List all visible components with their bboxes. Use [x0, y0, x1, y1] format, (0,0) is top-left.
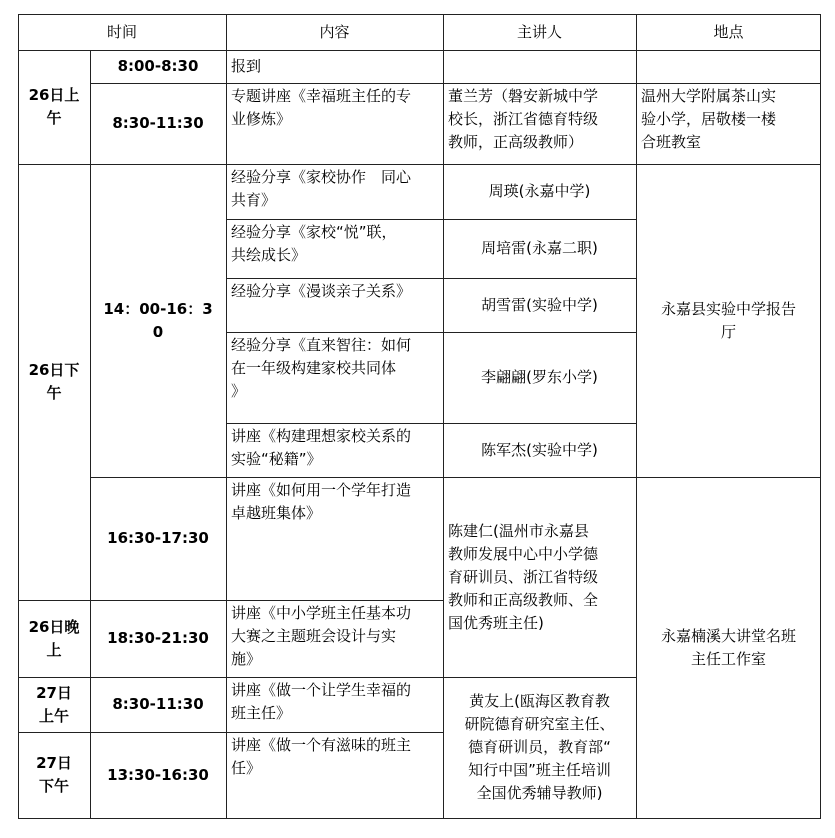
header-speaker: 主讲人: [516, 22, 562, 41]
time-cell: 8:00-8:30: [117, 57, 199, 75]
content-cell: 讲座《构建理想家校关系的 实验“秘籍”》: [231, 427, 412, 468]
speaker-cell: 黄友上(瓯海区教育教 研院德育研究室主任、 德育研训员，教育部“ 知行中国”班主任培训 全国优秀辅导教师): [464, 692, 615, 802]
content-cell: 经验分享《直来智往：如何 在一年级构建家校共同体 》: [231, 336, 412, 400]
location-cell: 永嘉楠溪大讲堂名班 主任工作室: [660, 626, 796, 668]
content-cell: 报到: [231, 57, 262, 75]
header-content: 内容: [319, 22, 350, 41]
time-cell: 18:30-21:30: [107, 629, 209, 647]
content-cell: 经验分享《漫谈亲子关系》: [231, 282, 412, 300]
speaker-cell: 董兰芳（磐安新城中学 校长，浙江省德育特级 教师，正高级教师）: [448, 87, 599, 151]
schedule-table: [18, 14, 821, 819]
speaker-cell: 李翩翩(罗东小学): [481, 368, 598, 386]
day-cell: 27日 上午: [36, 683, 72, 725]
day-cell: 26日下 午: [28, 361, 80, 402]
speaker-cell: 胡雪雷(实验中学): [481, 295, 598, 314]
time-cell: 16:30-17:30: [107, 529, 209, 547]
time-cell: 8:30-11:30: [112, 695, 204, 713]
speaker-cell: 陈军杰(实验中学): [481, 440, 598, 459]
grid-line: [18, 818, 821, 819]
speaker-cell: 陈建仁(温州市永嘉县 教师发展中心中小学德 育研训员、浙江省特级 教师和正高级教师、全 国优秀班主任): [448, 521, 599, 632]
content-cell: 讲座《如何用一个学年打造 卓越班集体》: [231, 481, 412, 522]
content-cell: 讲座《中小学班主任基本功 大赛之主题班会设计与实 施》: [231, 604, 412, 668]
speaker-cell: 周瑛(永嘉中学): [488, 182, 591, 200]
content-cell: 专题讲座《幸福班主任的专 业修炼》: [231, 87, 412, 128]
time-cell: 8:30-11:30: [112, 114, 204, 132]
day-cell: 26日上 午: [28, 86, 80, 127]
content-cell: 经验分享《家校协作 同心 共育》: [231, 168, 412, 209]
day-cell: 27日 下午: [36, 754, 72, 795]
content-cell: 讲座《做一个让学生幸福的 班主任》: [231, 681, 412, 722]
content-cell: 经验分享《家校“悦”联， 共绘成长》: [231, 223, 397, 264]
day-cell: 26日晚 上: [28, 617, 80, 659]
location-cell: 永嘉县实验中学报告 厅: [660, 299, 796, 341]
time-cell: 14：00-16：3 0: [103, 299, 213, 341]
location-cell: 温州大学附属茶山实 验小学，居敬楼一楼 合班教室: [641, 87, 777, 151]
content-cell: 讲座《做一个有滋味的班主 任》: [231, 736, 412, 777]
time-cell: 13:30-16:30: [107, 765, 209, 784]
speaker-cell: 周培雷(永嘉二职): [481, 239, 598, 257]
header-location: 地点: [713, 22, 744, 41]
header-time: 时间: [106, 22, 137, 41]
